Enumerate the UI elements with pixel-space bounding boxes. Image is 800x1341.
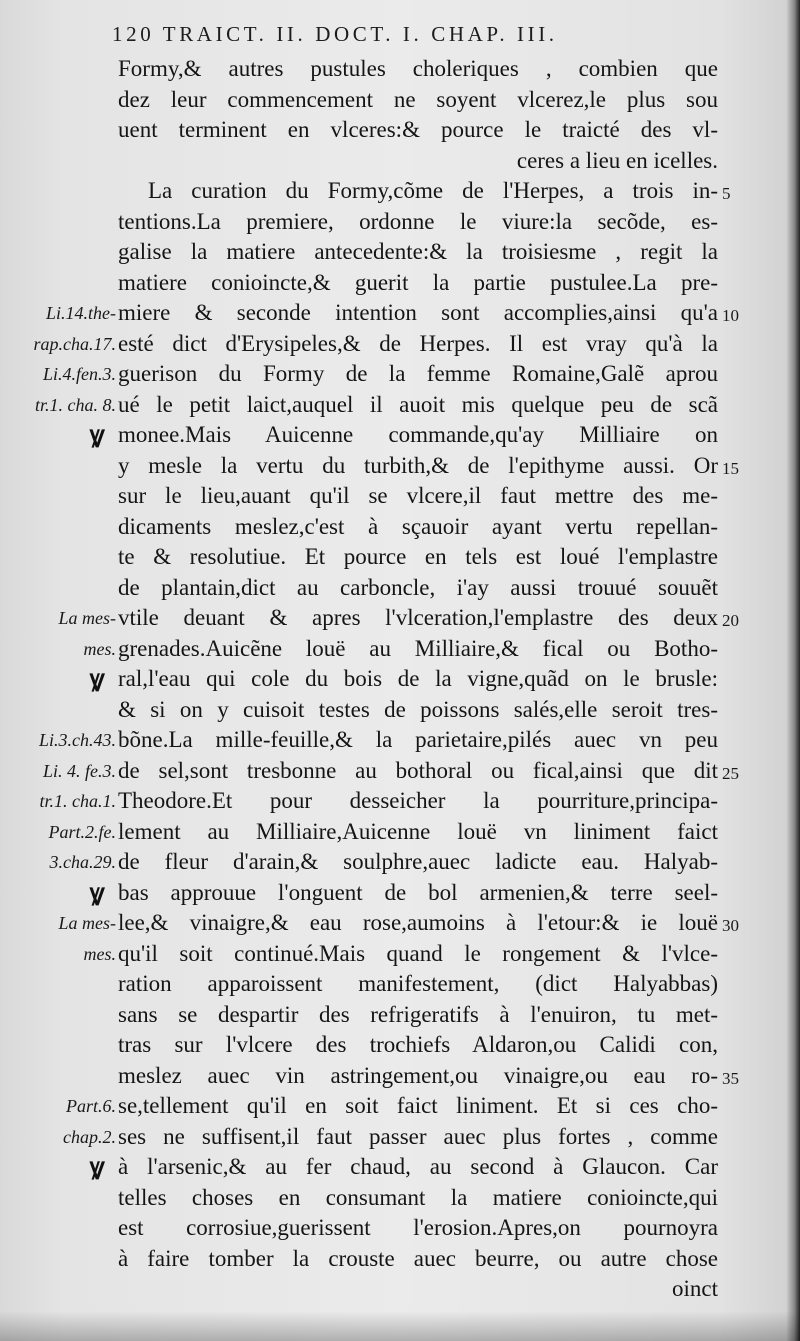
text-line: La curation du Formy,cõme de l'Herpes, a trois in- xyxy=(148,178,718,203)
text-line: uent terminent en vlceres:& pource le traicté des vl- xyxy=(118,117,718,142)
margin-note: Li. 4. fe.3. xyxy=(42,760,116,781)
page-edge-shadow xyxy=(786,0,800,1341)
margin-note: Part.6. xyxy=(65,1096,116,1116)
margin-note: 3.cha.29. xyxy=(49,852,116,872)
text-line: ses ne suffisent,il faut passer auec plus fortes , comme xyxy=(118,1123,718,1149)
recipe-symbol-icon: Ꝟ xyxy=(90,671,105,697)
margin-note: chap.2. xyxy=(63,1126,116,1147)
text-line: matiere conioincte,& guerit la partie pustulee.La pre- xyxy=(118,269,718,295)
text-line: se,tellement qu'il en soit faict liniment. Et si ces cho- xyxy=(118,1093,718,1118)
page-bottom-shadow xyxy=(0,1311,800,1341)
recipe-symbol-icon: Ꝟ xyxy=(90,884,105,911)
running-head: 120 TRAICT. II. DOCT. I. CHAP. III. xyxy=(112,22,558,46)
line-number: 25 xyxy=(722,763,739,783)
line-number: 15 xyxy=(722,458,739,478)
text-line: y mesle la vertu du turbith,& de l'epithyme aussi. Or xyxy=(118,452,718,478)
margin-note: La mes- xyxy=(58,608,116,628)
text-line: bõne.La mille-feuille,& la parietaire,pilés auec vn peu xyxy=(118,727,718,752)
text-line: lement au Milliaire,Auicenne louë vn liniment faict xyxy=(118,818,718,844)
text-line: ué le petit laict,auquel il auoit mis quelque peu de scã xyxy=(118,391,718,417)
text-line: guerison du Formy de la femme Romaine,Galẽ aprou xyxy=(118,361,718,386)
margin-note: mes. xyxy=(83,943,116,964)
text-line: ration apparoissent manifestement, (dict Halyabbas) xyxy=(118,971,718,996)
text-line: de fleur d'arain,& soulphre,auec ladicte eau. Halyab- xyxy=(118,849,718,874)
margin-note: mes. xyxy=(83,638,116,659)
line-number: 5 xyxy=(722,184,731,203)
text-line: galise la matiere antecedente:& la troisiesme , regit la xyxy=(118,239,718,264)
text-line: de sel,sont tresbonne au bothoral ou fical,ainsi que dit xyxy=(118,757,718,783)
line-number: 30 xyxy=(722,916,739,935)
text-line: lee,& vinaigre,& eau rose,aumoins à l'etour:& ie louë xyxy=(118,910,718,935)
margin-note: Part.2.fe. xyxy=(48,821,116,842)
text-line: Theodore.Et pour desseicher la pourriture,principa- xyxy=(118,788,718,813)
text-line: qu'il soit continué.Mais quand le rongement & l'vlce- xyxy=(118,940,718,966)
text-line: telles choses en consumant la matiere conioincte,qui xyxy=(118,1184,718,1210)
catchword: oinct xyxy=(672,1276,718,1301)
text-line: dicaments meslez,c'est à sçauoir ayant vertu repellan- xyxy=(118,513,718,539)
text-line: esté dict d'Erysipeles,& de Herpes. Il est vray qu'à la xyxy=(118,330,718,356)
text-line: bas approuue l'onguent de bol armenien,& terre seel- xyxy=(118,879,718,905)
margin-note: Li.3.ch.43. xyxy=(38,730,116,750)
recipe-symbol-icon: Ꝟ xyxy=(90,427,105,453)
text-line: miere & seconde intention sont accomplies,ainsi qu'a xyxy=(118,300,718,325)
text-line: & si on y cuisoit testes de poissons salés,elle seroit tres- xyxy=(118,696,718,722)
text-line: te & resolutiue. Et pource en tels est loué l'emplastre xyxy=(118,544,718,569)
line-number: 35 xyxy=(722,1068,739,1088)
text-line: Formy,& autres pustules choleriques , combien que xyxy=(118,56,718,81)
text-line: de plantain,dict au carboncle, i'ay aussi trouué souuẽt xyxy=(118,574,718,600)
text-line: dez leur commencement ne soyent vlcerez,le plus sou xyxy=(118,86,718,112)
recipe-symbol-icon: Ꝟ xyxy=(90,1159,105,1185)
text-line: tentions.La premiere, ordonne le viure:la secõde, es- xyxy=(118,208,718,234)
margin-note: tr.1. cha.1. xyxy=(39,791,116,811)
text-line: à l'arsenic,& au fer chaud, au second à Glaucon. Car xyxy=(118,1154,718,1179)
text-line: ceres a lieu en icelles. xyxy=(516,147,718,173)
text-line: monee.Mais Auicenne commande,qu'ay Milliaire on xyxy=(118,422,718,447)
body-text xyxy=(118,54,718,1305)
margin-note: rap.cha.17. xyxy=(33,333,116,354)
margin-note: La mes- xyxy=(58,913,116,933)
text-line: vtile deuant & apres l'vlceration,l'emplastre des deux xyxy=(118,605,718,630)
line-number: 20 xyxy=(722,611,739,630)
margin-note: Li.14.the- xyxy=(46,303,116,323)
line-number: 10 xyxy=(722,306,739,325)
text-line: à faire tomber la crouste auec beurre, ou autre chose xyxy=(118,1245,718,1271)
text-line: est corrosiue,guerissent l'erosion.Apres,on pournoyra xyxy=(118,1215,718,1240)
text-line: meslez auec vin astringement,ou vinaigre,ou eau ro- xyxy=(118,1062,718,1088)
margin-note: Li.4.fen.3. xyxy=(42,364,116,384)
text-line: sans se despartir des refrigeratifs à l'enuiron, tu met- xyxy=(118,1001,718,1027)
text-line: sur le lieu,auant qu'il se vlcere,il faut mettre des me- xyxy=(118,483,718,508)
text-line: grenades.Auicẽne louë au Milliaire,& fical ou Botho- xyxy=(118,635,718,661)
text-line: ral,l'eau qui cole du bois de la vigne,quãd on le brusle: xyxy=(118,666,718,691)
margin-note: tr.1. cha. 8. xyxy=(35,394,116,415)
text-line: tras sur l'vlcere des trochiefs Aldaron,ou Calidi con, xyxy=(118,1032,718,1057)
